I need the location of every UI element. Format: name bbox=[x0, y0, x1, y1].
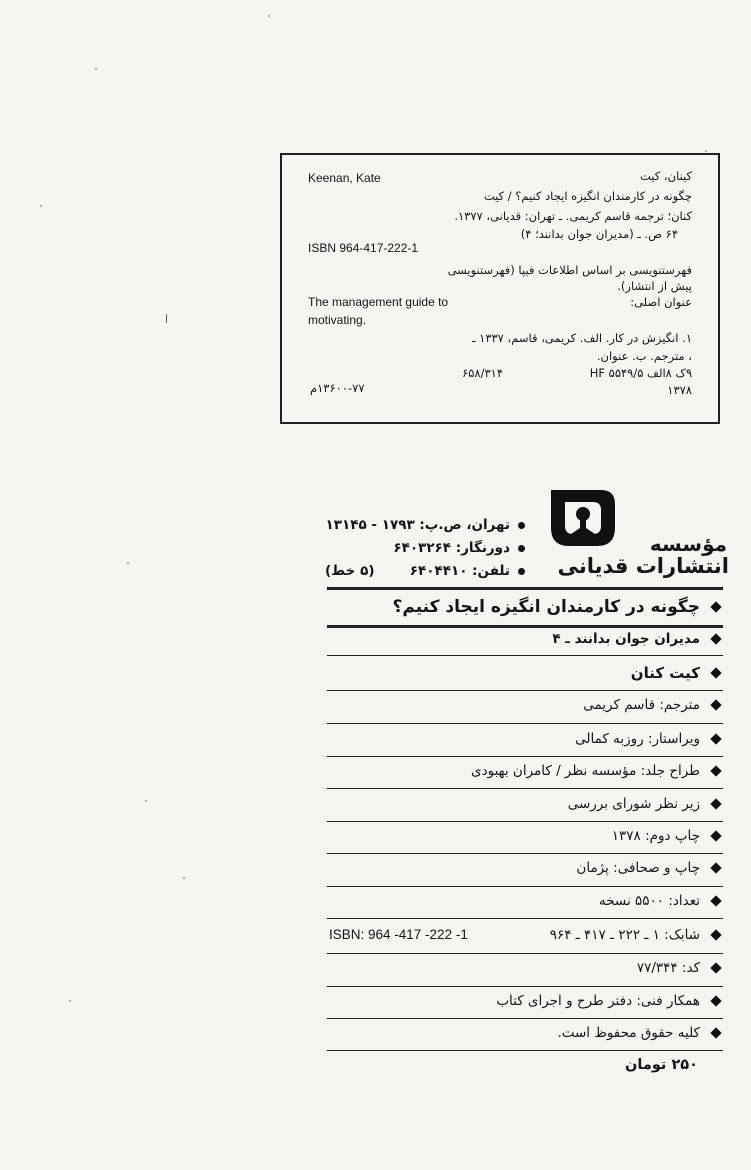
scan-speck bbox=[127, 562, 129, 564]
diamond-bullet-icon bbox=[710, 1027, 721, 1038]
info-row-count bbox=[327, 893, 723, 909]
contact-address bbox=[325, 514, 525, 537]
scan-speck bbox=[183, 877, 185, 879]
scan-speck bbox=[95, 68, 97, 70]
contact-address-text: تهران، ص.پ: ۱۷۹۳ - ۱۳۱۴۵ bbox=[325, 517, 510, 533]
info-row-rights bbox=[327, 1025, 723, 1041]
divider bbox=[327, 788, 723, 789]
contact-phone-lines: (۵ خط) bbox=[325, 563, 375, 579]
divider bbox=[327, 986, 723, 987]
divider bbox=[327, 625, 723, 628]
cip-isbn: ISBN 964-417-222-1 bbox=[308, 241, 419, 255]
shabak: شابک: ۱ ـ ۲۲۲ ـ ۴۱۷ ـ ۹۶۴ bbox=[549, 927, 700, 943]
diamond-bullet-icon bbox=[710, 699, 721, 710]
info-row-code bbox=[327, 960, 723, 976]
cip-subject-1: ۱. انگیزش در کار. الف. کریمی، قاسم، ۱۳۳۷ ـ bbox=[472, 331, 692, 345]
info-row-isbn bbox=[327, 927, 723, 943]
divider bbox=[327, 587, 723, 590]
scan-speck bbox=[69, 1000, 71, 1002]
cip-original-title-label: عنوان اصلی: bbox=[630, 295, 692, 309]
diamond-bullet-icon bbox=[710, 962, 721, 973]
scan-speck bbox=[145, 800, 147, 802]
edition: چاپ دوم: ۱۳۷۸ bbox=[611, 828, 700, 844]
cataloguing-card bbox=[280, 153, 720, 424]
cip-pages-fa: ۶۴ ص. ـ (مدیران جوان بدانند؛ ۴) bbox=[520, 227, 678, 241]
print-run: تعداد: ۵۵۰۰ نسخه bbox=[598, 893, 700, 909]
info-row-series bbox=[327, 631, 723, 647]
scan-speck bbox=[166, 314, 167, 323]
info-row-author bbox=[327, 664, 723, 682]
technical-partner: همکار فنی: دفتر طرح و اجرای کتاب bbox=[496, 993, 700, 1009]
publisher-logo bbox=[541, 488, 729, 584]
cip-library-number: ۱۳۶۰۰-۷۷م bbox=[310, 381, 365, 395]
scan-speck bbox=[40, 205, 42, 207]
diamond-bullet-icon bbox=[710, 601, 721, 612]
cip-subject-2: ، مترجم. ب. عنوان. bbox=[596, 349, 692, 363]
isbn: ISBN: 964 -417 -222 -1 bbox=[329, 927, 468, 942]
scan-speck bbox=[268, 15, 270, 17]
cip-dewey: ۶۵۸/۳۱۴ bbox=[462, 366, 503, 380]
info-row-title bbox=[327, 597, 723, 617]
divider bbox=[327, 756, 723, 757]
price: ۲۵۰ تومان bbox=[625, 1057, 698, 1073]
cover-designer: طراح جلد: مؤسسه نظر / کامران بهبودی bbox=[471, 763, 700, 779]
bullet-icon bbox=[518, 545, 525, 552]
diamond-bullet-icon bbox=[710, 862, 721, 873]
diamond-bullet-icon bbox=[710, 633, 721, 644]
diamond-bullet-icon bbox=[710, 895, 721, 906]
book-title: چگونه در کارمندان انگیزه ایجاد کنیم؟ bbox=[392, 597, 700, 617]
diamond-bullet-icon bbox=[710, 929, 721, 940]
cip-author-fa: کینان، کیت bbox=[640, 169, 692, 183]
divider bbox=[327, 1050, 723, 1051]
contact-phone bbox=[325, 560, 525, 583]
publisher-name-line-2: انتشارات قدیانی bbox=[557, 554, 729, 578]
divider bbox=[327, 723, 723, 724]
review-board: زیر نظر شورای بررسی bbox=[567, 796, 700, 812]
info-row-printing bbox=[327, 860, 723, 876]
diamond-bullet-icon bbox=[710, 667, 721, 678]
info-row-editor bbox=[327, 731, 723, 747]
divider bbox=[327, 690, 723, 691]
divider bbox=[327, 1018, 723, 1019]
diamond-bullet-icon bbox=[710, 765, 721, 776]
rights-notice: کلیه حقوق محفوظ است. bbox=[557, 1025, 700, 1041]
info-row-review bbox=[327, 796, 723, 812]
cip-cataloguing-2: پیش از انتشار). bbox=[617, 279, 692, 293]
bullet-icon bbox=[518, 522, 525, 529]
contact-fax bbox=[325, 537, 525, 560]
divider bbox=[327, 655, 723, 656]
info-row-translator bbox=[327, 697, 723, 713]
divider bbox=[327, 853, 723, 854]
series-name: مدیران جوان بدانند ـ ۴ bbox=[552, 631, 700, 647]
divider bbox=[327, 953, 723, 954]
cip-original-title-2: motivating. bbox=[308, 313, 367, 327]
publisher-name-line-1: مؤسسه bbox=[649, 532, 727, 556]
cip-original-title-1: The management guide to bbox=[308, 295, 449, 309]
author-name: کیت کنان bbox=[630, 664, 700, 682]
diamond-bullet-icon bbox=[710, 995, 721, 1006]
printing: چاپ و صحافی: پژمان bbox=[576, 860, 700, 876]
info-row-cover-designer bbox=[327, 763, 723, 779]
scan-speck bbox=[705, 150, 707, 152]
info-row-edition bbox=[327, 828, 723, 844]
editor: ویراستار: روزبه کمالی bbox=[575, 731, 700, 747]
divider bbox=[327, 821, 723, 822]
divider bbox=[327, 886, 723, 887]
book-code: کد: ۷۷/۳۴۴ bbox=[636, 960, 700, 976]
divider bbox=[327, 918, 723, 919]
info-row-technical bbox=[327, 993, 723, 1009]
translator: مترجم: قاسم کریمی bbox=[583, 697, 700, 713]
diamond-bullet-icon bbox=[710, 733, 721, 744]
cip-year: ۱۳۷۸ bbox=[667, 383, 692, 397]
cip-author-en: Keenan, Kate bbox=[308, 171, 381, 185]
diamond-bullet-icon bbox=[710, 798, 721, 809]
contact-fax-text: دورنگار: ۶۴۰۳۲۶۴ bbox=[393, 540, 510, 556]
bullet-icon bbox=[518, 568, 525, 575]
publisher-contacts bbox=[325, 514, 525, 583]
cip-cataloguing-1: فهرستنویسی بر اساس اطلاعات فیپا (فهرستنویسی bbox=[447, 263, 692, 277]
diamond-bullet-icon bbox=[710, 830, 721, 841]
cip-imprint-fa: کنان؛ ترجمه قاسم کریمی. ـ تهران: قدیانی، ۱۳۷۷. bbox=[454, 209, 692, 223]
cip-classification: ۹ک ۸الف ۵۵۴۹/۵ HF bbox=[589, 366, 692, 380]
contact-phone-text: تلفن: ۶۴۰۴۴۱۰ bbox=[409, 563, 510, 579]
cip-title-fa: چگونه در کارمندان انگیزه ایجاد کنیم؟ / کیت bbox=[483, 189, 692, 203]
